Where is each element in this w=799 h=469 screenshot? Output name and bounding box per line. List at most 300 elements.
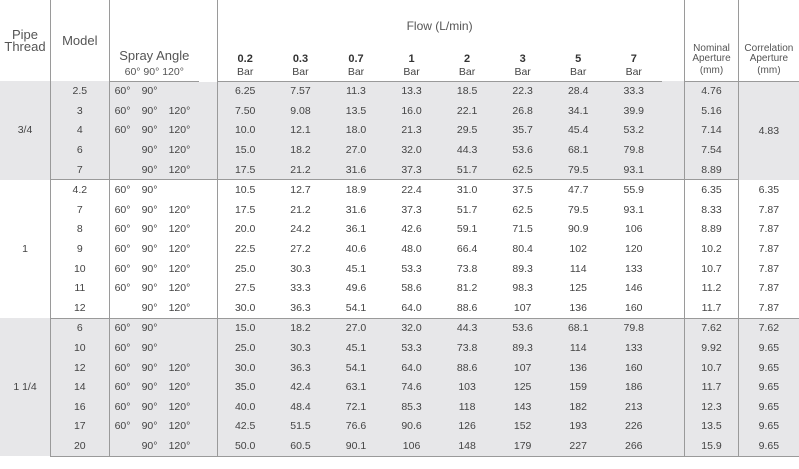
flow-cell: 53.6 — [495, 140, 551, 160]
flow-cell: 152 — [495, 417, 551, 437]
flow-cell: 53.3 — [384, 338, 440, 358]
flow-gap-cell — [662, 278, 685, 298]
flow-cell: 30.0 — [217, 358, 273, 378]
flow-cell: 53.2 — [606, 121, 662, 141]
flow-cell: 160 — [606, 358, 662, 378]
flow-gap — [662, 0, 685, 81]
flow-cell: 48.4 — [273, 397, 329, 417]
model-header: Model — [51, 0, 110, 81]
flow-gap-cell — [662, 81, 685, 101]
pressure-value: 3 — [519, 53, 526, 65]
spray-angle-value: 90° — [141, 420, 158, 433]
flow-cell: 30.0 — [217, 298, 273, 318]
correlation-aperture-cell: 7.62 — [738, 318, 799, 338]
spray-angle-value: 90° — [141, 85, 158, 98]
flow-gap-cell — [662, 200, 685, 220]
flow-gap-cell — [662, 140, 685, 160]
correlation-aperture-header — [738, 0, 799, 66]
thread-group — [0, 318, 799, 456]
spray-angle-cell — [109, 200, 217, 220]
nominal-header-line1: Nominal — [693, 43, 730, 54]
flow-cell: 34.1 — [550, 101, 606, 121]
flow-cell: 182 — [550, 397, 606, 417]
flow-cell: 98.3 — [495, 278, 551, 298]
spray-angle-value: 60° — [114, 124, 131, 137]
flow-gap-cell — [662, 397, 685, 417]
table-row — [0, 278, 799, 298]
flow-cell: 32.0 — [384, 318, 440, 338]
model-cell: 12 — [51, 358, 110, 378]
flow-cell: 51.5 — [273, 417, 329, 437]
flow-cell: 13.3 — [384, 81, 440, 101]
flow-gap-cell — [662, 436, 685, 456]
flow-cell: 68.1 — [550, 318, 606, 338]
flow-cell: 64.0 — [384, 298, 440, 318]
flow-cell: 35.0 — [217, 377, 273, 397]
flow-cell: 15.0 — [217, 318, 273, 338]
model-cell: 4 — [51, 121, 110, 141]
correlation-aperture-cell: 7.87 — [738, 220, 799, 240]
flow-cell: 79.8 — [606, 318, 662, 338]
flow-cell: 21.2 — [273, 200, 329, 220]
flow-cell: 107 — [495, 358, 551, 378]
pressure-value: 1 — [408, 53, 415, 65]
nominal-aperture-cell: 5.16 — [685, 101, 739, 121]
flow-cell: 102 — [550, 239, 606, 259]
nominal-aperture-cell: 8.89 — [685, 160, 739, 180]
flow-cell: 44.3 — [439, 318, 495, 338]
model-cell: 10 — [51, 338, 110, 358]
spray-angle-cell — [109, 81, 217, 101]
spray-angle-value: 90° — [141, 184, 158, 197]
nominal-aperture-header — [685, 0, 739, 66]
flow-cell: 22.3 — [495, 81, 551, 101]
spray-angle-value: 120° — [168, 420, 191, 433]
flow-cell: 103 — [439, 377, 495, 397]
flow-cell: 9.08 — [273, 101, 329, 121]
flow-cell: 22.1 — [439, 101, 495, 121]
spray-angle-cell — [109, 239, 217, 259]
flow-gap-cell — [662, 417, 685, 437]
correlation-aperture-cell: 9.65 — [738, 436, 799, 456]
pressure-header — [495, 37, 551, 66]
flow-cell: 45.4 — [550, 121, 606, 141]
spray-angle-value: 90° — [141, 301, 158, 314]
spray-angle-value: 60° — [114, 361, 131, 374]
model-cell: 16 — [51, 397, 110, 417]
flow-cell: 179 — [495, 436, 551, 456]
flow-cell: 29.5 — [439, 121, 495, 141]
flow-cell: 85.3 — [384, 397, 440, 417]
flow-cell: 193 — [550, 417, 606, 437]
flow-cell: 136 — [550, 358, 606, 378]
flow-cell: 148 — [439, 436, 495, 456]
spray-angle-value: 60° — [114, 184, 131, 197]
flow-cell: 68.1 — [550, 140, 606, 160]
spray-angle-cell — [109, 338, 217, 358]
pipe-thread-header-line1: Pipe — [11, 26, 39, 42]
pipe-thread-cell: 3/4 — [0, 81, 51, 180]
spray-angle-value: 90° — [141, 361, 158, 374]
correlation-aperture-cell: 7.87 — [738, 200, 799, 220]
pressure-value: 7 — [630, 53, 637, 65]
spray-angle-value: 120° — [168, 301, 191, 314]
pressure-value: 2 — [464, 53, 471, 65]
nominal-aperture-cell: 7.54 — [685, 140, 739, 160]
flow-cell: 31.6 — [328, 200, 384, 220]
table-row — [0, 417, 799, 437]
table-row — [0, 318, 799, 338]
table-row — [0, 200, 799, 220]
pipe-thread-cell: 1 — [0, 180, 51, 318]
flow-cell: 266 — [606, 436, 662, 456]
correlation-aperture-cell: 7.87 — [738, 239, 799, 259]
flow-cell: 93.1 — [606, 160, 662, 180]
flow-cell: 37.3 — [384, 160, 440, 180]
flow-cell: 54.1 — [328, 298, 384, 318]
table-row — [0, 298, 799, 318]
spray-angle-value: 90° — [141, 342, 158, 355]
flow-cell: 27.2 — [273, 239, 329, 259]
flow-gap-cell — [662, 180, 685, 200]
nominal-aperture-cell: 10.7 — [685, 358, 739, 378]
spray-angle-value: 90° — [141, 223, 158, 236]
flow-cell: 72.1 — [328, 397, 384, 417]
flow-gap-cell — [662, 377, 685, 397]
flow-gap-cell — [662, 220, 685, 240]
flow-cell: 48.0 — [384, 239, 440, 259]
flow-cell: 6.25 — [217, 81, 273, 101]
table-row — [0, 377, 799, 397]
flow-cell: 59.1 — [439, 220, 495, 240]
pressure-header — [606, 37, 662, 66]
flow-gap-cell — [662, 298, 685, 318]
pressure-unit: Bar — [273, 66, 329, 81]
nominal-aperture-cell: 9.92 — [685, 338, 739, 358]
spray-angle-value: 90° — [141, 243, 158, 256]
flow-cell: 88.6 — [439, 358, 495, 378]
flow-cell: 93.1 — [606, 200, 662, 220]
spray-angle-value: 60° — [114, 85, 131, 98]
nominal-aperture-cell: 12.3 — [685, 397, 739, 417]
flow-cell: 21.3 — [384, 121, 440, 141]
spray-angle-value: 60° — [114, 262, 131, 275]
model-cell: 3 — [51, 101, 110, 121]
table-row — [0, 121, 799, 141]
pressure-unit: Bar — [384, 66, 440, 81]
flow-gap-cell — [662, 160, 685, 180]
spray-angle-value: 90° — [141, 124, 158, 137]
nominal-aperture-cell: 7.62 — [685, 318, 739, 338]
flow-cell: 13.5 — [328, 101, 384, 121]
correlation-aperture-cell: 9.65 — [738, 397, 799, 417]
correlation-aperture-cell: 4.83 — [738, 81, 799, 180]
spray-angle-value: 60° — [114, 243, 131, 256]
spray-angle-value: 120° — [168, 262, 191, 275]
flow-cell: 90.1 — [328, 436, 384, 456]
flow-cell: 64.0 — [384, 358, 440, 378]
correlation-aperture-cell: 6.35 — [738, 180, 799, 200]
pressure-value: 0.3 — [292, 53, 309, 65]
flow-cell: 47.7 — [550, 180, 606, 200]
flow-cell: 66.4 — [439, 239, 495, 259]
flow-cell: 73.8 — [439, 259, 495, 279]
pressure-header — [550, 37, 606, 66]
flow-cell: 213 — [606, 397, 662, 417]
flow-cell: 18.0 — [328, 121, 384, 141]
flow-cell: 133 — [606, 259, 662, 279]
spray-angle-cell — [109, 220, 217, 240]
flow-cell: 126 — [439, 417, 495, 437]
pipe-thread-cell: 1 1/4 — [0, 318, 51, 456]
pressure-unit: Bar — [606, 66, 662, 81]
spray-angle-value: 90° — [141, 144, 158, 157]
flow-cell: 45.1 — [328, 259, 384, 279]
correlation-aperture-cell: 7.87 — [738, 278, 799, 298]
flow-cell: 39.9 — [606, 101, 662, 121]
spray-angle-value: 60° — [114, 420, 131, 433]
flow-cell: 159 — [550, 377, 606, 397]
spray-angle-value: 120° — [168, 203, 191, 216]
flow-cell: 62.5 — [495, 160, 551, 180]
model-cell: 7 — [51, 200, 110, 220]
flow-cell: 186 — [606, 377, 662, 397]
spray-angle-gap — [199, 0, 217, 81]
flow-cell: 10.0 — [217, 121, 273, 141]
flow-cell: 25.0 — [217, 259, 273, 279]
flow-cell: 71.5 — [495, 220, 551, 240]
table-row — [0, 140, 799, 160]
pressure-value: 0.7 — [348, 53, 364, 65]
flow-gap-cell — [662, 358, 685, 378]
spray-angle-cell — [109, 160, 217, 180]
model-cell: 11 — [51, 278, 110, 298]
flow-cell: 74.6 — [384, 377, 440, 397]
flow-cell: 22.5 — [217, 239, 273, 259]
spray-angle-value: 60° — [114, 381, 131, 394]
spray-angle-cell — [109, 436, 217, 456]
nominal-aperture-cell: 11.2 — [685, 278, 739, 298]
flow-cell: 12.7 — [273, 180, 329, 200]
flow-cell: 25.0 — [217, 338, 273, 358]
flow-cell: 22.4 — [384, 180, 440, 200]
spray-angle-value: 60° — [114, 400, 131, 413]
pressure-value: 0.2 — [237, 53, 253, 65]
flow-cell: 11.3 — [328, 81, 384, 101]
pressure-header — [328, 37, 384, 66]
flow-header: Flow (L/min) — [406, 19, 473, 33]
flow-cell: 36.3 — [273, 298, 329, 318]
thread-group — [0, 180, 799, 318]
flow-cell: 58.6 — [384, 278, 440, 298]
flow-cell: 73.8 — [439, 338, 495, 358]
model-cell: 6 — [51, 318, 110, 338]
flow-cell: 53.6 — [495, 318, 551, 338]
flow-cell: 40.0 — [217, 397, 273, 417]
flow-cell: 51.7 — [439, 160, 495, 180]
spray-angle-cell — [109, 318, 217, 338]
flow-cell: 36.1 — [328, 220, 384, 240]
table-row — [0, 101, 799, 121]
table-row — [0, 220, 799, 240]
flow-cell: 37.5 — [495, 180, 551, 200]
flow-gap-cell — [662, 259, 685, 279]
spray-angle-value: 90° — [141, 262, 158, 275]
spray-angle-value: 120° — [168, 381, 191, 394]
flow-cell: 33.3 — [273, 278, 329, 298]
nominal-aperture-cell: 6.35 — [685, 180, 739, 200]
spray-angle-value: 120° — [168, 361, 191, 374]
spray-angle-value: 60° — [114, 342, 131, 355]
flow-cell: 136 — [550, 298, 606, 318]
pressure-unit: Bar — [439, 66, 495, 81]
correlation-unit: (mm) — [738, 66, 799, 81]
model-cell: 14 — [51, 377, 110, 397]
model-cell: 9 — [51, 239, 110, 259]
spray-angle-cell — [109, 101, 217, 121]
nominal-aperture-cell: 11.7 — [685, 377, 739, 397]
flow-cell: 31.6 — [328, 160, 384, 180]
table-row — [0, 436, 799, 456]
flow-gap-cell — [662, 318, 685, 338]
spray-angle-cell — [109, 417, 217, 437]
flow-cell: 118 — [439, 397, 495, 417]
pipe-thread-header-line2: Thread — [4, 38, 46, 54]
nominal-aperture-cell: 4.76 — [685, 81, 739, 101]
pressure-unit: Bar — [328, 66, 384, 81]
flow-cell: 24.2 — [273, 220, 329, 240]
table-row — [0, 338, 799, 358]
flow-cell: 120 — [606, 239, 662, 259]
spray-angle-value: 60° — [114, 322, 131, 335]
flow-cell: 79.5 — [550, 200, 606, 220]
flow-cell: 42.5 — [217, 417, 273, 437]
flow-cell: 27.5 — [217, 278, 273, 298]
nominal-header-line2: Aperture — [692, 53, 731, 64]
pressure-header — [439, 37, 495, 66]
pressure-unit: Bar — [217, 66, 273, 81]
flow-cell: 20.0 — [217, 220, 273, 240]
flow-cell: 80.4 — [495, 239, 551, 259]
flow-gap-cell — [662, 101, 685, 121]
flow-cell: 89.3 — [495, 259, 551, 279]
flow-gap-cell — [662, 338, 685, 358]
flow-cell: 16.0 — [384, 101, 440, 121]
flow-cell: 226 — [606, 417, 662, 437]
thread-group — [0, 81, 799, 180]
pressure-unit: Bar — [550, 66, 606, 81]
flow-cell: 27.0 — [328, 140, 384, 160]
correlation-aperture-cell: 9.65 — [738, 338, 799, 358]
flow-cell: 90.6 — [384, 417, 440, 437]
spray-angle-value: 90° — [141, 381, 158, 394]
spray-angle-value: 120° — [168, 104, 191, 117]
flow-cell: 106 — [606, 220, 662, 240]
flow-cell: 143 — [495, 397, 551, 417]
table-row — [0, 81, 799, 101]
flow-cell: 7.57 — [273, 81, 329, 101]
spray-angle-cell — [109, 358, 217, 378]
nominal-aperture-cell: 10.7 — [685, 259, 739, 279]
spray-angle-value: 120° — [168, 144, 191, 157]
flow-cell: 133 — [606, 338, 662, 358]
nominal-aperture-cell: 15.9 — [685, 436, 739, 456]
correlation-aperture-cell: 9.65 — [738, 377, 799, 397]
nominal-aperture-cell: 8.33 — [685, 200, 739, 220]
correlation-header-line1: Correlation — [744, 43, 794, 54]
flow-cell: 146 — [606, 278, 662, 298]
model-cell: 4.2 — [51, 180, 110, 200]
flow-cell: 79.8 — [606, 140, 662, 160]
flow-cell: 18.5 — [439, 81, 495, 101]
flow-cell: 42.6 — [384, 220, 440, 240]
model-cell: 10 — [51, 259, 110, 279]
spray-angle-cell — [109, 180, 217, 200]
spray-angle-value: 90° — [141, 322, 158, 335]
spray-angle-value: 60° — [114, 203, 131, 216]
flow-cell: 37.3 — [384, 200, 440, 220]
nominal-aperture-cell: 11.7 — [685, 298, 739, 318]
pressure-header — [384, 37, 440, 66]
spray-angle-value: 90° — [141, 104, 158, 117]
flow-cell: 18.2 — [273, 140, 329, 160]
flow-gap-cell — [662, 239, 685, 259]
spray-angle-cell — [109, 298, 217, 318]
flow-cell: 49.6 — [328, 278, 384, 298]
spray-angle-value: 120° — [168, 282, 191, 295]
flow-cell: 21.2 — [273, 160, 329, 180]
flow-cell: 31.0 — [439, 180, 495, 200]
flow-cell: 40.6 — [328, 239, 384, 259]
correlation-aperture-cell: 7.87 — [738, 259, 799, 279]
spray-angle-value: 90° — [141, 203, 158, 216]
spray-angle-header: Spray Angle — [119, 48, 190, 63]
flow-cell: 51.7 — [439, 200, 495, 220]
flow-cell: 35.7 — [495, 121, 551, 141]
model-cell: 12 — [51, 298, 110, 318]
flow-cell: 114 — [550, 338, 606, 358]
model-cell: 2.5 — [51, 81, 110, 101]
table-row — [0, 239, 799, 259]
spray-angle-cell — [109, 278, 217, 298]
flow-cell: 28.4 — [550, 81, 606, 101]
pipe-thread-header — [0, 0, 51, 81]
flow-cell: 33.3 — [606, 81, 662, 101]
spray-angle-value: 90° — [141, 282, 158, 295]
flow-cell: 17.5 — [217, 160, 273, 180]
spray-angle-value: 120° — [168, 163, 191, 176]
correlation-aperture-cell: 7.87 — [738, 298, 799, 318]
flow-cell: 88.6 — [439, 298, 495, 318]
flow-cell: 54.1 — [328, 358, 384, 378]
model-cell: 7 — [51, 160, 110, 180]
nominal-unit: (mm) — [685, 66, 739, 81]
spray-angle-value: 120° — [168, 243, 191, 256]
spray-angle-cell — [109, 121, 217, 141]
flow-cell: 18.2 — [273, 318, 329, 338]
flow-cell: 81.2 — [439, 278, 495, 298]
model-cell: 6 — [51, 140, 110, 160]
spray-angle-value: 120° — [168, 223, 191, 236]
flow-cell: 12.1 — [273, 121, 329, 141]
flow-cell: 10.5 — [217, 180, 273, 200]
model-cell: 17 — [51, 417, 110, 437]
table-row — [0, 397, 799, 417]
spray-angle-value: 60° — [114, 104, 131, 117]
nominal-aperture-cell: 13.5 — [685, 417, 739, 437]
flow-cell: 227 — [550, 436, 606, 456]
flow-cell: 62.5 — [495, 200, 551, 220]
